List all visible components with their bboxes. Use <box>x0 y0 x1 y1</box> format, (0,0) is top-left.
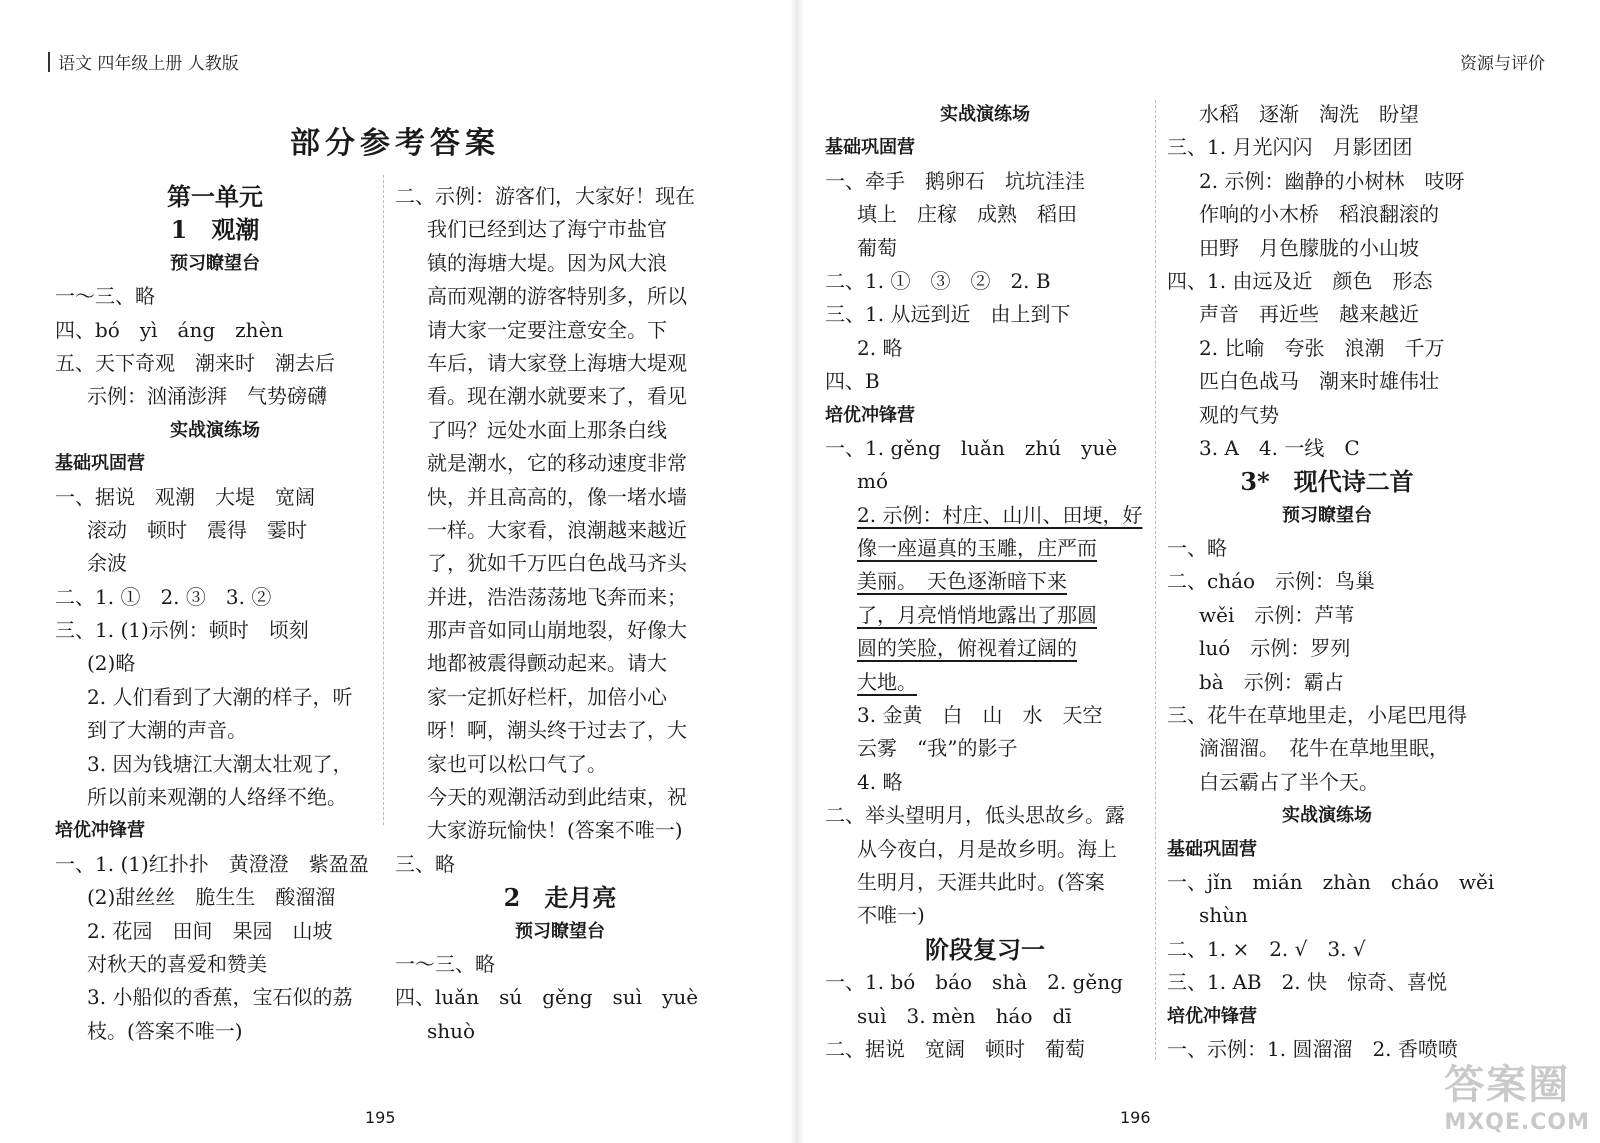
header-mark <box>48 52 50 72</box>
answer-line: 1 观潮 <box>170 215 260 245</box>
answer-line: 看。现在潮水就要来了，看见 <box>427 384 687 409</box>
column-divider <box>383 175 385 825</box>
answer-line: 阶段复习一 <box>925 934 1045 964</box>
answer-line: 三、略 <box>395 851 455 876</box>
answer-line: 五、天下奇观 潮来时 潮去后 <box>55 350 335 375</box>
answer-line: 家一定抓好栏杆，加倍小心 <box>427 684 667 709</box>
page-number-left: 195 <box>365 1108 396 1127</box>
answer-line: shuò <box>427 1018 476 1043</box>
answer-line: 示例：汹涌澎湃 气势磅礴 <box>87 384 327 409</box>
answer-line: 实战演练场 <box>170 419 260 441</box>
answer-line: 2. 略 <box>857 335 903 360</box>
left-page <box>0 0 780 1143</box>
answer-line: 快，并且高高的，像一堵水墙 <box>427 484 687 509</box>
answer-line: 地都被震得颤动起来。请大 <box>427 651 667 676</box>
answer-line: 了，犹如千万匹白色战马齐头 <box>427 551 687 576</box>
answer-line: bà 示例：霸占 <box>1199 669 1344 694</box>
answer-line: 预习瞭望台 <box>170 252 260 274</box>
answer-line: 圆的笑脸，俯视着辽阔的 <box>857 636 1077 661</box>
answer-line: 今天的观潮活动到此结束，祝 <box>427 785 687 810</box>
answer-line: suì 3. mèn háo dī <box>857 1003 1072 1028</box>
answer-line: 云雾 “我”的影子 <box>857 736 1018 761</box>
answer-line: 三、1. AB 2. 快 惊奇、喜悦 <box>1167 970 1448 995</box>
answer-line: 大家游玩愉快！(答案不唯一) <box>427 818 683 843</box>
answer-line: 车后，请大家登上海塘大堤观 <box>427 350 687 375</box>
answer-line: 对秋天的喜爱和赞美 <box>87 951 267 976</box>
answer-line: 4. 略 <box>857 769 903 794</box>
answer-line: 葡萄 <box>857 235 897 260</box>
answer-line: 声音 再近些 越来越近 <box>1199 302 1419 327</box>
answer-line: 所以前来观潮的人络绎不绝。 <box>87 785 347 810</box>
answer-line: 基础巩固营 <box>825 137 915 159</box>
answer-line: 就是潮水，它的移动速度非常 <box>427 451 687 476</box>
answer-column-4 <box>1167 98 1495 1066</box>
answer-line: luó 示例：罗列 <box>1199 636 1351 661</box>
book-gutter <box>790 0 804 1143</box>
answer-line: 第一单元 <box>167 182 263 211</box>
answer-line: 二、据说 宽阔 顿时 葡萄 <box>825 1036 1085 1061</box>
answer-line: 3. 小船似的香蕉，宝石似的荔 <box>87 985 353 1010</box>
answer-line: 二、1. ① 2. ③ 3. ② <box>55 584 272 609</box>
answer-line: 三、1. 月光闪闪 月影团团 <box>1167 135 1413 160</box>
answer-line: 水稻 逐渐 淘洗 盼望 <box>1199 102 1419 126</box>
answer-line: 3. 因为钱塘江大潮太壮观了， <box>87 751 353 776</box>
answer-line: 2 走月亮 <box>503 883 617 913</box>
answer-line: 二、1. × 2. √ 3. √ <box>1167 936 1366 961</box>
answer-line: 2. 花园 田间 果园 山坡 <box>87 918 333 943</box>
answer-line: 2. 比喻 夸张 浪潮 千万 <box>1199 335 1445 360</box>
answer-line: mó <box>857 469 889 494</box>
answer-line: 到了大潮的声音。 <box>87 718 247 743</box>
answer-line: 四、1. 由远及近 颜色 形态 <box>1167 268 1433 293</box>
answer-line: 三、花牛在草地里走，小尾巴甩得 <box>1167 703 1467 728</box>
answer-line: 培优冲锋营 <box>55 820 145 842</box>
answer-line: wěi 示例：芦苇 <box>1199 602 1355 627</box>
answer-line: 一、jǐn mián zhàn cháo wěi <box>1167 869 1495 894</box>
answer-column-3 <box>825 98 1145 1066</box>
answer-line: 作响的小木桥 稻浪翻滚的 <box>1199 202 1439 227</box>
watermark-url: MXQE.COM <box>1444 1110 1590 1135</box>
answer-line: 四、B <box>825 369 880 394</box>
answer-line: shùn <box>1199 903 1248 928</box>
answer-line: 那声音如同山崩地裂，好像大 <box>427 618 687 643</box>
answer-line: 白云霸占了半个天。 <box>1199 769 1379 794</box>
answer-line: 枝。(答案不唯一) <box>87 1018 243 1043</box>
answer-line: 一、据说 观潮 大堤 宽阔 <box>55 484 315 509</box>
answer-line: 培优冲锋营 <box>1167 1005 1257 1027</box>
answer-line: 2. 示例：村庄、山川、田埂，好 <box>857 502 1143 527</box>
answer-line: 余波 <box>87 551 127 576</box>
answer-line: 二、1. ① ③ ② 2. B <box>825 268 1051 293</box>
answer-column-2 <box>395 180 725 1048</box>
answer-line: 了，月亮悄悄地露出了那圆 <box>857 602 1097 627</box>
answer-line: 一、1. (1)红扑扑 黄澄澄 紫盈盈 <box>55 851 369 876</box>
answer-line: 2. 示例：幽静的小树林 吱呀 <box>1199 168 1465 193</box>
answer-line: 一、1. bó báo shà 2. gěng <box>825 970 1123 995</box>
answer-line: 一～三、略 <box>55 284 155 309</box>
watermark-logo: 答案圈 <box>1444 1062 1571 1108</box>
answer-line: 美丽。 天色逐渐暗下来 <box>857 569 1067 594</box>
answer-line: 一～三、略 <box>395 951 495 976</box>
answer-line: 填上 庄稼 成熟 稻田 <box>857 202 1077 227</box>
answer-line: 四、bó yì áng zhèn <box>55 317 284 342</box>
answer-line: 二、举头望明月，低头思故乡。露 <box>825 803 1125 828</box>
watermark <box>1444 1053 1590 1135</box>
answer-line: 一、1. gěng luǎn zhú yuè <box>825 435 1118 460</box>
answer-line: 从今夜白，月是故乡明。海上 <box>857 836 1117 861</box>
answer-line: 一、示例：1. 圆溜溜 2. 香喷喷 <box>1167 1036 1458 1061</box>
answer-line: 三、1. 从远到近 由上到下 <box>825 302 1071 327</box>
answer-line: (2)甜丝丝 脆生生 酸溜溜 <box>87 885 336 910</box>
answer-line: 滴溜溜。 花牛在草地里眠， <box>1199 736 1449 761</box>
answer-line: 四、luǎn sú gěng suì yuè <box>395 985 699 1010</box>
answer-line: 了吗？远处水面上那条白线 <box>427 417 667 442</box>
page-title: 部分参考答案 <box>290 126 500 161</box>
answer-line: 实战演练场 <box>1282 805 1372 827</box>
answer-line: 不唯一) <box>857 903 925 928</box>
answer-line: 3* 现代诗二首 <box>1240 467 1414 497</box>
answer-line: 像一座逼真的玉雕，庄严而 <box>857 536 1097 561</box>
answer-line: 基础巩固营 <box>55 453 145 475</box>
answer-line: 基础巩固营 <box>1167 838 1257 860</box>
answer-line: 匹白色战马 潮来时雄伟壮 <box>1199 369 1439 394</box>
answer-line: 三、1. (1)示例：顿时 顷刻 <box>55 618 309 643</box>
answer-line: 预习瞭望台 <box>1282 504 1372 526</box>
answer-column-1 <box>55 180 375 1048</box>
answer-line: 生明月，天涯共此时。(答案 <box>857 869 1105 894</box>
answer-line: 2. 人们看到了大潮的样子，听 <box>87 684 353 709</box>
answer-line: 田野 月色朦胧的小山坡 <box>1199 235 1419 260</box>
answer-line: 高而观潮的游客特别多，所以 <box>427 284 687 309</box>
answer-line: 并进，浩浩荡荡地飞奔而来； <box>427 584 687 609</box>
header-left: 语文 四年级上册 人教版 <box>58 54 239 74</box>
answer-line: 二、示例：游客们，大家好！现在 <box>395 184 695 208</box>
answer-line: 3. 金黄 白 山 水 天空 <box>857 703 1103 728</box>
answer-line: 二、cháo 示例：鸟巢 <box>1167 569 1376 594</box>
answer-line: 呀！啊，潮头终于过去了，大 <box>427 718 687 743</box>
answer-line: 观的气势 <box>1199 402 1279 427</box>
right-page <box>805 0 1600 1143</box>
answer-line: 一样。大家看，浪潮越来越近 <box>427 517 687 542</box>
answer-line: 我们已经到达了海宁市盐官 <box>427 217 667 242</box>
answer-line: 大地。 <box>857 669 917 694</box>
answer-line: 请大家一定要注意安全。下 <box>427 317 667 342</box>
answer-line: 家也可以松口气了。 <box>427 751 607 776</box>
answer-line: 滚动 顿时 震得 霎时 <box>87 517 307 542</box>
answer-line: 培优冲锋营 <box>825 404 915 426</box>
answer-line: 一、牵手 鹅卵石 坑坑洼洼 <box>825 168 1085 193</box>
answer-line: 镇的海塘大堤。因为风大浪 <box>427 250 667 275</box>
answer-line: 实战演练场 <box>940 104 1030 125</box>
header-right: 资源与评价 <box>1460 54 1545 74</box>
answer-line: 预习瞭望台 <box>515 920 605 942</box>
page-number-right: 196 <box>1120 1108 1151 1127</box>
answer-line: (2)略 <box>87 651 136 676</box>
column-divider-right <box>1155 100 1157 1060</box>
answer-line: 3. A 4. 一线 C <box>1199 435 1360 460</box>
answer-line: 一、略 <box>1167 536 1227 561</box>
